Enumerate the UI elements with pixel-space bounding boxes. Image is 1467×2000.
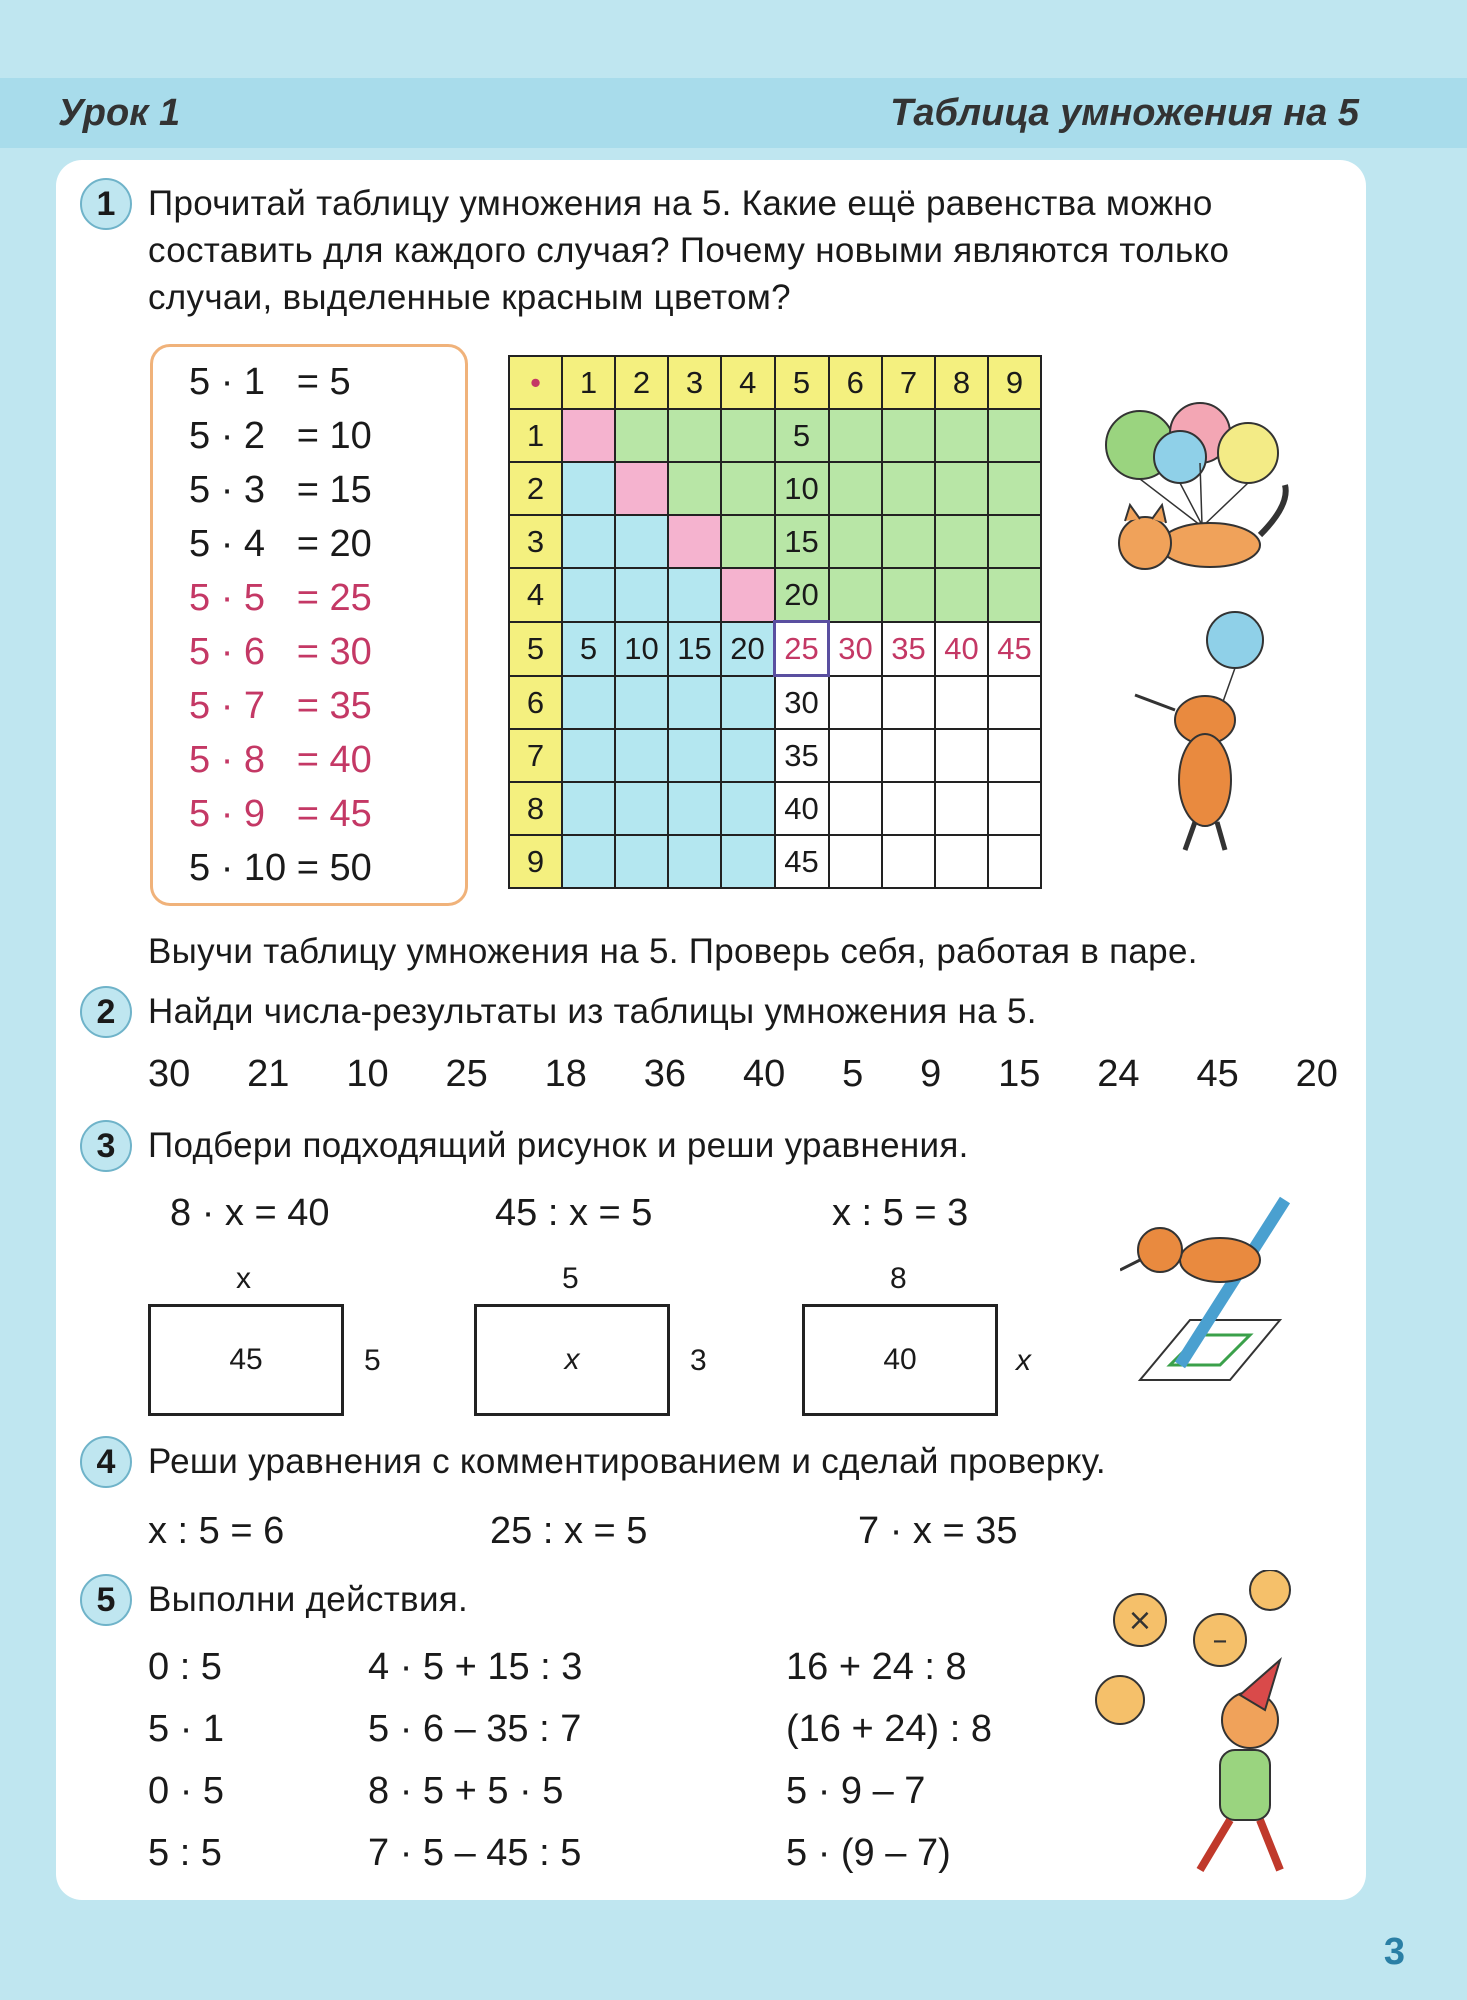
equation-5: 5 · 5 = 25 bbox=[189, 577, 372, 619]
table-cell bbox=[668, 409, 721, 462]
lesson-label: Урок 1 bbox=[58, 92, 181, 134]
table-cell: 45 bbox=[775, 835, 829, 888]
table-cell: 40 bbox=[935, 622, 988, 676]
col-header: 3 bbox=[668, 356, 721, 409]
col-header: 7 bbox=[882, 356, 935, 409]
row-header: 3 bbox=[509, 515, 562, 568]
task5-col2-item: 5 · 6 – 35 : 7 bbox=[368, 1708, 582, 1750]
table-cell bbox=[721, 409, 775, 462]
learn-instruction: Выучи таблицу умножения на 5. Проверь себя, работая в паре. bbox=[148, 932, 1198, 971]
table-cell bbox=[562, 409, 615, 462]
task4-equation-2: 25 : x = 5 bbox=[490, 1510, 648, 1552]
col-header: 4 bbox=[721, 356, 775, 409]
number-item: 15 bbox=[998, 1053, 1041, 1095]
table-cell bbox=[935, 782, 988, 835]
table-cell bbox=[721, 462, 775, 515]
task5-text: Выполни действия. bbox=[148, 1580, 469, 1619]
rect2-side-label: 3 bbox=[690, 1344, 707, 1377]
table-cell bbox=[615, 409, 668, 462]
table-cell bbox=[615, 782, 668, 835]
equation-3: 5 · 3 = 15 bbox=[189, 469, 372, 511]
table-cell bbox=[882, 782, 935, 835]
rect1-side-label: 5 bbox=[364, 1344, 381, 1377]
task1-line2: составить для каждого случая? Почему новыми являются только bbox=[148, 231, 1230, 270]
equation-6: 5 · 6 = 30 bbox=[189, 631, 372, 673]
equation-8: 5 · 8 = 40 bbox=[189, 739, 372, 781]
number-item: 25 bbox=[445, 1053, 488, 1095]
table-cell bbox=[668, 462, 721, 515]
table-cell bbox=[882, 676, 935, 730]
number-item: 5 bbox=[842, 1053, 864, 1095]
task5-col3-item: 16 + 24 : 8 bbox=[786, 1646, 967, 1688]
task5-col1-item: 0 · 5 bbox=[148, 1770, 225, 1812]
dog-with-pencil-illustration bbox=[1120, 1190, 1320, 1400]
table-cell: 25 bbox=[775, 622, 829, 676]
col-header: 6 bbox=[829, 356, 883, 409]
number-item: 36 bbox=[643, 1053, 687, 1095]
row-header: 8 bbox=[509, 782, 562, 835]
equation-9: 5 · 9 = 45 bbox=[189, 793, 372, 835]
equations-box bbox=[150, 344, 468, 906]
table-cell bbox=[829, 782, 883, 835]
table-cell: 30 bbox=[775, 676, 829, 730]
table-cell bbox=[721, 515, 775, 568]
table-cell bbox=[562, 835, 615, 888]
table-cell bbox=[882, 729, 935, 782]
task5-col1-item: 5 · 1 bbox=[148, 1708, 225, 1750]
task-number-1: 1 bbox=[80, 178, 132, 230]
dog-with-balloon-illustration bbox=[1125, 600, 1295, 860]
table-cell: 20 bbox=[775, 568, 829, 622]
table-cell bbox=[829, 729, 883, 782]
table-cell: 10 bbox=[615, 622, 668, 676]
table-corner: • bbox=[509, 356, 562, 409]
task5-col2-item: 8 · 5 + 5 · 5 bbox=[368, 1770, 564, 1812]
task3-text: Подбери подходящий рисунок и реши уравнения. bbox=[148, 1126, 969, 1165]
header-bar bbox=[0, 78, 1467, 148]
task5-col1-item: 5 : 5 bbox=[148, 1832, 222, 1874]
col-header: 5 bbox=[775, 356, 829, 409]
row-header: 5 bbox=[509, 622, 562, 676]
table-cell bbox=[988, 835, 1041, 888]
table-cell bbox=[988, 568, 1041, 622]
row-header: 1 bbox=[509, 409, 562, 462]
svg-text:–: – bbox=[1212, 1623, 1228, 1658]
table-cell: 40 bbox=[775, 782, 829, 835]
table-cell bbox=[562, 729, 615, 782]
table-cell bbox=[829, 568, 883, 622]
cat-with-balloons-illustration bbox=[1090, 395, 1310, 585]
task4-text: Реши уравнения с комментированием и сделай проверку. bbox=[148, 1442, 1106, 1481]
row-header: 9 bbox=[509, 835, 562, 888]
table-cell bbox=[562, 462, 615, 515]
task5-col3-item: 5 · (9 – 7) bbox=[786, 1832, 951, 1874]
number-item: 21 bbox=[247, 1053, 290, 1095]
col-header: 1 bbox=[562, 356, 615, 409]
page-number: 3 bbox=[1383, 1931, 1405, 1973]
task4-equation-1: x : 5 = 6 bbox=[148, 1510, 285, 1552]
table-cell bbox=[562, 515, 615, 568]
table-cell bbox=[721, 835, 775, 888]
task3-equation-1: 8 · x = 40 bbox=[170, 1192, 330, 1234]
table-cell bbox=[935, 462, 988, 515]
number-item: 9 bbox=[920, 1053, 942, 1095]
rect2-top-label: 5 bbox=[562, 1262, 579, 1295]
juggling-clown-illustration bbox=[1090, 1570, 1320, 1880]
task5-col3-item: (16 + 24) : 8 bbox=[786, 1708, 992, 1750]
table-cell bbox=[988, 462, 1041, 515]
task2-text: Найди числа-результаты из таблицы умножения на 5. bbox=[148, 992, 1037, 1031]
table-cell bbox=[882, 835, 935, 888]
col-header: 2 bbox=[615, 356, 668, 409]
rect3: 40 bbox=[802, 1304, 998, 1416]
table-cell: 5 bbox=[562, 622, 615, 676]
col-header: 8 bbox=[935, 356, 988, 409]
table-cell bbox=[882, 462, 935, 515]
col-header: 9 bbox=[988, 356, 1041, 409]
table-cell: 15 bbox=[775, 515, 829, 568]
task5-col3-item: 5 · 9 – 7 bbox=[786, 1770, 926, 1812]
table-cell bbox=[721, 676, 775, 730]
task4-equation-3: 7 · x = 35 bbox=[858, 1510, 1018, 1552]
table-cell bbox=[988, 676, 1041, 730]
table-cell bbox=[988, 729, 1041, 782]
table-cell bbox=[882, 409, 935, 462]
table-cell: 30 bbox=[829, 622, 883, 676]
rect3-top-label: 8 bbox=[890, 1262, 907, 1295]
equation-2: 5 · 2 = 10 bbox=[189, 415, 372, 457]
table-cell bbox=[988, 515, 1041, 568]
table-cell bbox=[829, 676, 883, 730]
table-cell bbox=[562, 676, 615, 730]
table-cell bbox=[562, 782, 615, 835]
equation-4: 5 · 4 = 20 bbox=[189, 523, 372, 565]
table-cell: 5 bbox=[775, 409, 829, 462]
table-cell: 10 bbox=[775, 462, 829, 515]
table-cell bbox=[615, 515, 668, 568]
number-item: 45 bbox=[1196, 1053, 1239, 1095]
equation-10: 5 · 10 = 50 bbox=[189, 847, 372, 889]
number-item: 40 bbox=[742, 1053, 786, 1095]
task3-equation-2: 45 : x = 5 bbox=[495, 1192, 653, 1234]
table-cell bbox=[668, 835, 721, 888]
rect2: x bbox=[474, 1304, 670, 1416]
equation-1: 5 · 1 = 5 bbox=[189, 361, 351, 403]
table-cell bbox=[829, 409, 883, 462]
task-number-5: 5 bbox=[80, 1574, 132, 1626]
table-cell bbox=[668, 515, 721, 568]
table-cell bbox=[615, 729, 668, 782]
table-cell bbox=[935, 835, 988, 888]
task3-equation-3: x : 5 = 3 bbox=[832, 1192, 969, 1234]
table-cell bbox=[668, 782, 721, 835]
table-cell bbox=[615, 462, 668, 515]
svg-text:×: × bbox=[1127, 1603, 1153, 1638]
table-cell bbox=[988, 409, 1041, 462]
table-cell bbox=[829, 462, 883, 515]
table-cell bbox=[721, 782, 775, 835]
table-cell bbox=[882, 568, 935, 622]
row-header: 7 bbox=[509, 729, 562, 782]
table-cell bbox=[935, 676, 988, 730]
multiplication-table bbox=[508, 355, 1042, 889]
table-cell bbox=[935, 568, 988, 622]
task1-line1: Прочитай таблицу умножения на 5. Какие ещё равенства можно bbox=[148, 184, 1213, 223]
rect1-top-label: x bbox=[236, 1262, 251, 1295]
table-cell bbox=[721, 729, 775, 782]
table-cell bbox=[615, 835, 668, 888]
task5-col2-item: 4 · 5 + 15 : 3 bbox=[368, 1646, 583, 1688]
task5-col1-item: 0 : 5 bbox=[148, 1646, 222, 1688]
number-item: 30 bbox=[148, 1053, 191, 1095]
row-header: 6 bbox=[509, 676, 562, 730]
row-header: 2 bbox=[509, 462, 562, 515]
table-cell: 35 bbox=[882, 622, 935, 676]
table-cell bbox=[615, 676, 668, 730]
numbers-row bbox=[148, 1053, 1338, 1096]
task-number-4: 4 bbox=[80, 1436, 132, 1488]
task1-line3: случаи, выделенные красным цветом? bbox=[148, 278, 791, 317]
table-cell bbox=[988, 782, 1041, 835]
table-cell: 15 bbox=[668, 622, 721, 676]
rect3-side-label: x bbox=[1016, 1344, 1031, 1377]
row-header: 4 bbox=[509, 568, 562, 622]
table-cell: 45 bbox=[988, 622, 1041, 676]
table-cell bbox=[935, 729, 988, 782]
number-item: 18 bbox=[544, 1053, 587, 1095]
table-cell bbox=[935, 515, 988, 568]
equation-7: 5 · 7 = 35 bbox=[189, 685, 372, 727]
table-cell bbox=[562, 568, 615, 622]
table-cell: 35 bbox=[775, 729, 829, 782]
table-cell bbox=[668, 676, 721, 730]
table-cell bbox=[668, 729, 721, 782]
table-cell bbox=[721, 568, 775, 622]
task-number-3: 3 bbox=[80, 1120, 132, 1172]
table-cell bbox=[882, 515, 935, 568]
task-number-2: 2 bbox=[80, 986, 132, 1038]
number-item: 10 bbox=[346, 1053, 389, 1095]
number-item: 24 bbox=[1097, 1053, 1140, 1095]
table-cell: 20 bbox=[721, 622, 775, 676]
table-cell bbox=[935, 409, 988, 462]
lesson-topic: Таблица умножения на 5 bbox=[890, 92, 1359, 134]
rect1: 45 bbox=[148, 1304, 344, 1416]
table-cell bbox=[829, 835, 883, 888]
table-cell bbox=[668, 568, 721, 622]
table-cell bbox=[615, 568, 668, 622]
task5-col2-item: 7 · 5 – 45 : 5 bbox=[368, 1832, 582, 1874]
table-cell bbox=[829, 515, 883, 568]
number-item: 20 bbox=[1295, 1053, 1338, 1095]
